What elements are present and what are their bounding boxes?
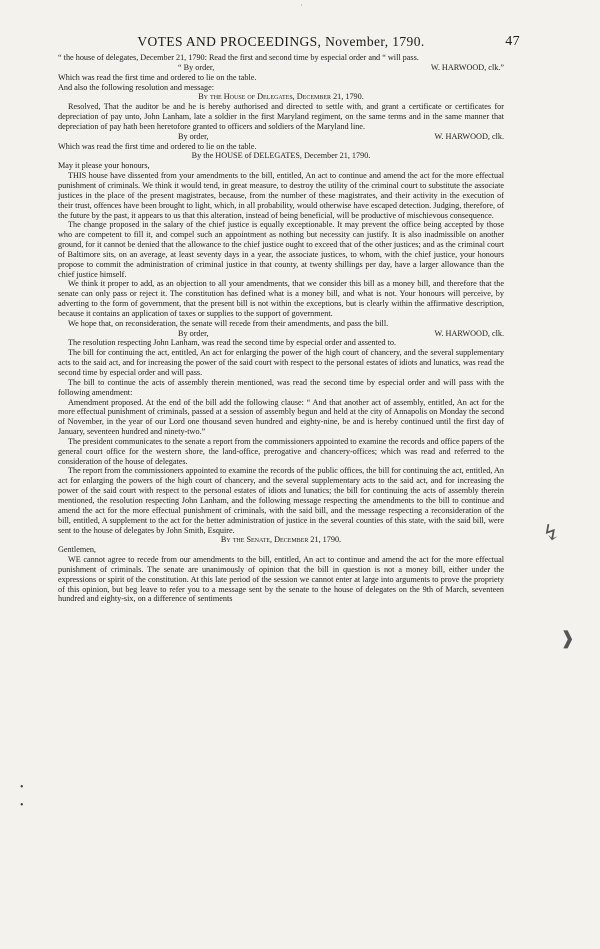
- paragraph: Which was read the first time and ordered to lie on the table.: [58, 141, 257, 151]
- paragraph: Resolved, That the auditor be and he is hereby authorised and directed to settle with, and grant a certificate or certificates for depreciation of pay unto, John Lanham, late a soldier in the first Maryland regiment, on the same terms and in the same manner that depreciation of pay hath been heretofore granted to officers and soldiers of the Maryland line.: [58, 102, 504, 131]
- signature-clerk: W. HARWOOD, clk.: [434, 328, 504, 338]
- paragraph: We think it proper to add, as an objection to all your amendments, that we consider this bill as a money bill, and therefore that the senate can only pass or reject it. The constitution has defined what is a money bill, and what is not. Your honours will perceive, by adverting to the form of government, that the present bill is not within the exceptions, but is clearly within the affirmative description, because it contains an application of taxes or supplies to the support of government.: [58, 279, 504, 318]
- paragraph: THIS house have dissented from your amendments to the bill, entitled, An act to continue and amend the act for the more effectual punishment of criminals. We think it would tend, in great measure, to destroy the utility of the criminal court to substitute the associate justices in the place of the present magistrates, because, from the number of these magistrates, and their activity in the execution of their trust, offences have been brought to light, which, in all probability, would otherwise have escaped detection. Judging, therefore, of the future by the past, it appears to us that this alteration, instead of being beneficial, will be productive of mischievous consequence.: [58, 171, 504, 220]
- signature-clerk: W. HARWOOD, clk.”: [430, 62, 504, 72]
- document-page: [58, 34, 520, 604]
- paragraph: The report from the commissioners appointed to examine the records of the public offices, the bill for continuing the act, entitled, An act for enlarging the powers of the high court of chancery, and the several supplementary acts to the said act, and for increasing the power of the said court with respect to the personal estates of idiots and lunatics; the bill for continuing the acts of assembly therein mentioned, the resolution respecting John Lanham, and the following message respecting the amendments to the bill to continue and amend the act for the more effectual punishment of criminals, with the said bill, and the message respecting a reconsideration of the bill, entitled, A supplement to the act for the better administration of justice in the several counties of this state, with the said bill, were sent to the house of delegates by John Smith, Esquire.: [58, 466, 504, 535]
- page-number: 47: [505, 34, 520, 49]
- signature-line: [58, 132, 504, 142]
- page-title: VOTES AND PROCEEDINGS, November, 1790.: [137, 34, 425, 49]
- signature-by-order: “ By order,: [178, 62, 215, 72]
- paragraph: Amendment proposed. At the end of the bill add the following clause: “ And that another act of assembly, entitled, An act for the more effectual punishment of criminals, passed at a session of assembly begun and held at the city of Annapolis on Monday the second of November, in the year of our Lord one thousand seven hundred and eighty-nine, be and is hereby continued until the first day of January, seventeen hundred and ninety-two.”: [58, 397, 504, 437]
- paragraph: The resolution respecting John Lanham, was read the second time by especial order and assented to.: [68, 338, 397, 348]
- signature-by-order: By order,: [178, 328, 209, 338]
- paragraph: And also the following resolution and message:: [58, 82, 214, 92]
- signature-clerk: W. HARWOOD, clk.: [434, 131, 504, 141]
- paragraph: We hope that, on reconsideration, the senate will recede from their amendments, and pass the bill.: [68, 318, 389, 328]
- margin-tick-icon: •: [20, 800, 24, 811]
- paragraph: WE cannot agree to recede from our amendments to the bill, entitled, An act to continue and amend the act for the more effectual punishment of criminals. The senate are unanimously of opinion that the bill in question is not a money bill, either under the expressions or spirit of the constitution. At this late period of the session we cannot enter at large into arguments to prove the propriety of this opinion, but beg leave to refer you to a message sent by the senate to the house of delegates on the 9th of March, seventeen hundred and eighty-six, on a difference of sentiments: [58, 555, 504, 604]
- paragraph: May it please your honours,: [58, 161, 150, 171]
- section-heading: By the HOUSE of DELEGATES, December 21, 1790.: [191, 151, 371, 161]
- section-heading: By the House of Delegates, December 21, 1790.: [198, 92, 364, 102]
- paragraph: Which was read the first time and ordered to lie on the table.: [58, 72, 257, 82]
- paragraph: The president communicates to the senate a report from the commissioners appointed to examine the records and office papers of the general court office for the western shore, the land-office, prerogative and chancery-offices; which was read and referred to the consideration of the house of delegates.: [58, 436, 504, 466]
- paragraph: The change proposed in the salary of the chief justice is equally exceptionable. It may prevent the office being accepted by those who are competent to fill it, and compel such an appointment as nothing but necessity can justify. It is also inadmissible on another ground, for it cannot be denied that the allowance to the chief justice ought to exceed that of the other justices; and as the criminal court of Baltimore sits, on an average, at least seventy days in a year, the associate justices, to whom, with the chief justice, your honours propose to commit the administration of criminal justice in that county, at twenty shillings per day, have a larger allowance than the chief justice himself.: [58, 220, 504, 279]
- signature-line: [58, 329, 504, 339]
- top-speck: ·: [300, 0, 303, 10]
- document-body: [58, 53, 504, 604]
- running-header: [58, 34, 520, 50]
- signature-line: [58, 63, 504, 73]
- paragraph: Gentlemen,: [58, 545, 96, 555]
- margin-mark-icon: ↯: [542, 520, 561, 545]
- signature-by-order: By order,: [178, 131, 209, 141]
- margin-mark-icon: ❱: [560, 628, 576, 648]
- section-heading: By the Senate, December 21, 1790.: [220, 535, 342, 545]
- paragraph: The bill for continuing the act, entitled, An act for enlarging the power of the high court of chancery, and the several supplementary acts to the said act, and for increasing the power of the said court with respect to the personal estates of idiots and lunatics, was read the second time by especial order and will pass.: [58, 348, 504, 377]
- paragraph: The bill to continue the acts of assembly therein mentioned, was read the second time by especial order and will pass with the following amendment:: [58, 377, 504, 397]
- paragraph: “ the house of delegates, December 21, 1790: Read the first and second time by especial order and “ will pass.: [58, 53, 419, 62]
- margin-tick-icon: •: [20, 782, 24, 793]
